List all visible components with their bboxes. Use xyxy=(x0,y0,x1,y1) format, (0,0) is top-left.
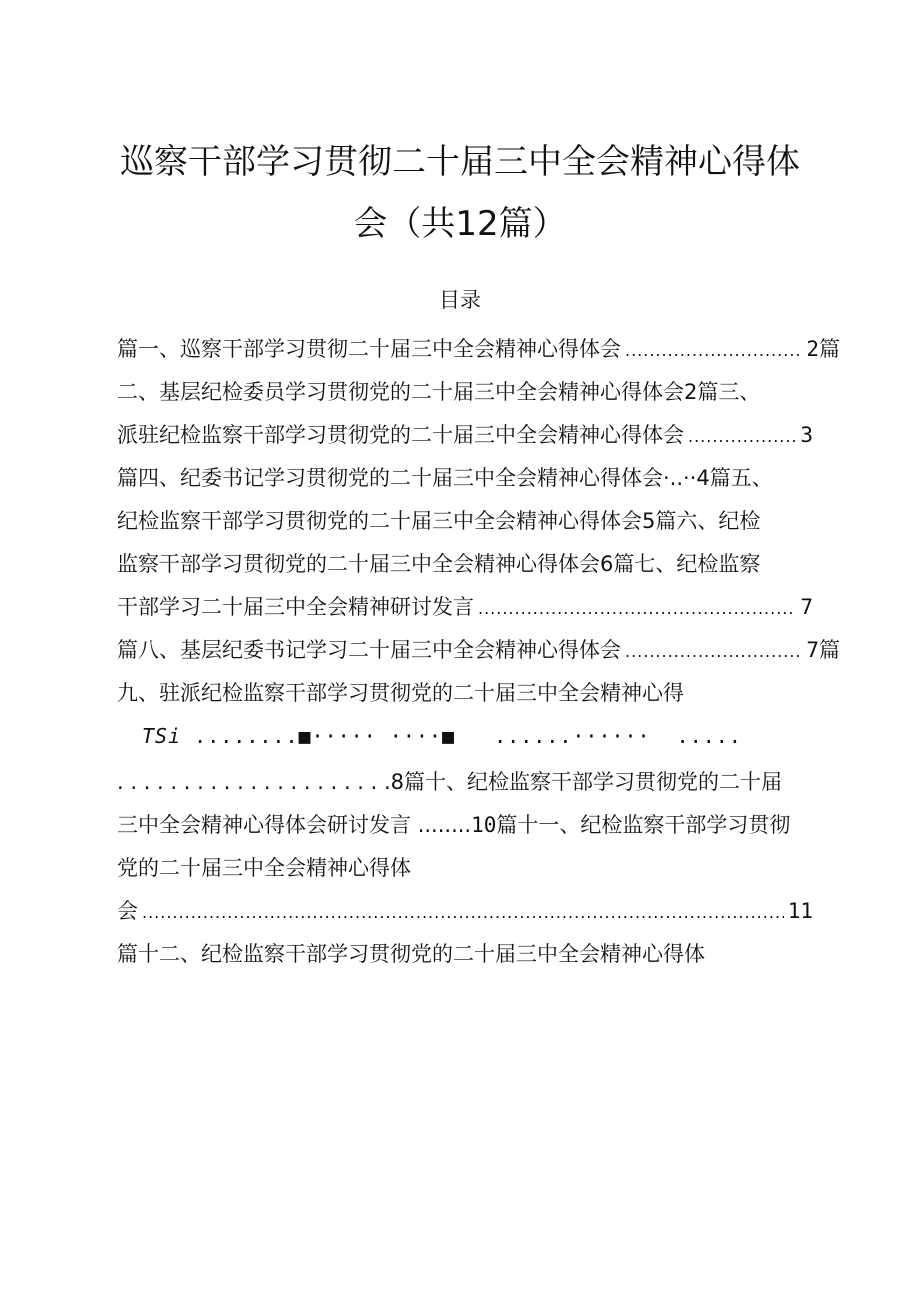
page-number: 7 xyxy=(806,638,819,662)
dot-leader xyxy=(625,336,802,366)
toc-line-7 xyxy=(117,592,813,624)
toc-line-2: 二、基层纪检委员学习贯彻党的二十届三中全会精神心得体会2篇三、 xyxy=(117,380,761,404)
toc-line-4: 篇四、纪委书记学习贯彻党的二十届三中全会精神心得体会·..··4篇五、 xyxy=(117,466,773,490)
dot-leader: ........ xyxy=(417,813,472,837)
page-number: 7 xyxy=(800,595,813,619)
toc-line-14 xyxy=(117,896,813,928)
toc-entry-text: 篇 xyxy=(819,638,840,662)
toc-line-1 xyxy=(117,334,840,366)
toc-entry-text: 三中全会精神心得体会研讨发言 xyxy=(117,813,411,837)
dot-leader xyxy=(478,594,796,624)
toc-entry-text: 篇一、巡察干部学习贯彻二十届三中全会精神心得体会 xyxy=(117,337,621,361)
toc-entry-text: 干部学习二十届三中全会精神研讨发言 xyxy=(117,595,474,619)
toc-line-13: 党的二十届三中全会精神心得体 xyxy=(117,856,411,880)
dot-leader xyxy=(142,898,784,928)
document-title-line-2: 会（共12篇） xyxy=(353,204,567,244)
toc-line-6: 监察干部学习贯彻党的二十届三中全会精神心得体会6篇七、纪检监察 xyxy=(117,552,761,576)
toc-heading: 目录 xyxy=(439,288,481,312)
toc-line-3 xyxy=(117,420,813,452)
toc-entry-text: 篇八、基层纪委书记学习二十届三中全会精神心得体会 xyxy=(117,638,621,662)
toc-line-8 xyxy=(117,635,840,667)
toc-line-15: 篇十二、纪检监察干部学习贯彻党的二十届三中全会精神心得体 xyxy=(117,942,705,966)
toc-entry-text: 篇 xyxy=(819,337,840,361)
toc-line-5: 纪检监察干部学习贯彻党的二十届三中全会精神心得体会5篇六、纪检 xyxy=(117,509,761,533)
toc-entry-text: 会 xyxy=(117,899,138,923)
page-number: 2 xyxy=(806,337,819,361)
toc-entry-text: 篇十一、纪检监察干部学习贯彻 xyxy=(496,813,791,837)
garbled-leader: ........■····· ····■ ......······ ..... xyxy=(181,724,742,748)
page-number: 3 xyxy=(800,423,813,447)
toc-line-9: 九、驻派纪检监察干部学习贯彻党的二十届三中全会精神心得 xyxy=(117,681,684,705)
toc-line-12 xyxy=(117,810,790,840)
garbled-text: TSi xyxy=(142,724,182,748)
document-title-line-1: 巡察干部学习贯彻二十届三中全会精神心得体 xyxy=(120,142,800,182)
page-number: 11 xyxy=(787,899,813,923)
toc-entry-text: 派驻纪检监察干部学习贯彻党的二十届三中全会精神心得体会 xyxy=(117,423,684,447)
dot-leader xyxy=(688,422,796,452)
toc-line-10-garbled xyxy=(142,724,742,748)
page-number: 10 xyxy=(471,813,497,837)
toc-line-11: . . . . . . . . . . . . . . . . . . . . .8篇十、纪检监察干部学习贯彻党的二十届 xyxy=(117,770,783,794)
dot-leader xyxy=(625,637,802,667)
